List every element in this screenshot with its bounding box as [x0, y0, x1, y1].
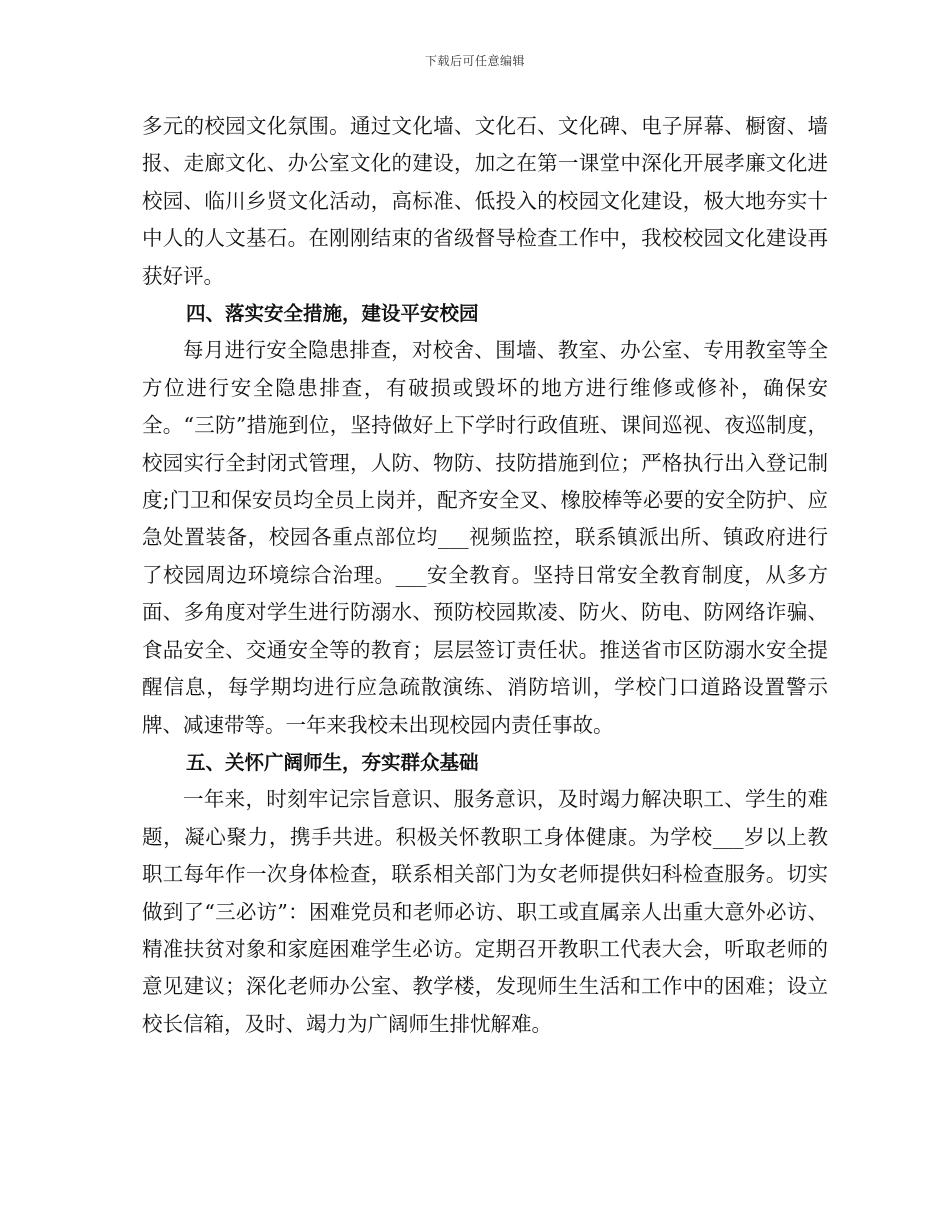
- section-heading-5: 五、关怀广阔师生，夯实群众基础: [186, 750, 479, 774]
- document-body: [142, 108, 828, 1043]
- paragraph-section-5: 一年来，时刻牢记宗旨意识、服务意识，及时竭力解决职工、学生的难题，凝心聚力，携手共进。积极关怀教职工身体健康。为学校___岁以上教职工每年作一次身体检查，联系相关部门为女老师提供妇科检查服务。切实做到了“三必访”：困难党员和老师必访、职工或直属亲人出重大意外必访、精准扶贫对象和家庭困难学生必访。定期召开教职工代表大会，听取老师的意见建议；深化老师办公室、教学楼，发现师生生活和工作中的困难；设立校长信箱，及时、竭力为广阔师生排忧解难。: [142, 787, 828, 1036]
- page-header-note: 下载后可任意编辑: [424, 54, 525, 68]
- paragraph-continuation: 多元的校园文化氛围。通过文化墙、文化石、文化碑、电子屏幕、橱窗、墙报、走廊文化、办公室文化的建设，加之在第一课堂中深化开展孝廉文化进校园、临川乡贤文化活动，高标准、低投入的校园文化建设，极大地夯实十中人的人文基石。在刚刚结束的省级督导检查工作中，我校校园文化建设再获好评。: [142, 114, 828, 288]
- section-heading-4: 四、落实安全措施，建设平安校园: [186, 302, 479, 326]
- paragraph-section-4: 每月进行安全隐患排查，对校舍、围墙、教室、办公室、专用教室等全方位进行安全隐患排查，有破损或毁坏的地方进行维修或修补，确保安全。“三防”措施到位，坚持做好上下学时行政值班、课间巡视、夜巡制度，校园实行全封闭式管理，人防、物防、技防措施到位；严格执行出入登记制度;门卫和保安员均全员上岗并，配齐安全叉、橡胶棒等必要的安全防护、应急处置装备，校园各重点部位均___视频监控，联系镇派出所、镇政府进行了校园周边环境综合治理。___安全教育。坚持日常安全教育制度，从多方面、多角度对学生进行防溺水、预防校园欺凌、防火、防电、防网络诈骗、食品安全、交通安全等的教育；层层签订责任状。推送省市区防溺水安全提醒信息，每学期均进行应急疏散演练、消防培训，学校门口道路设置警示牌、减速带等。一年来我校未出现校园内责任事故。: [142, 338, 828, 737]
